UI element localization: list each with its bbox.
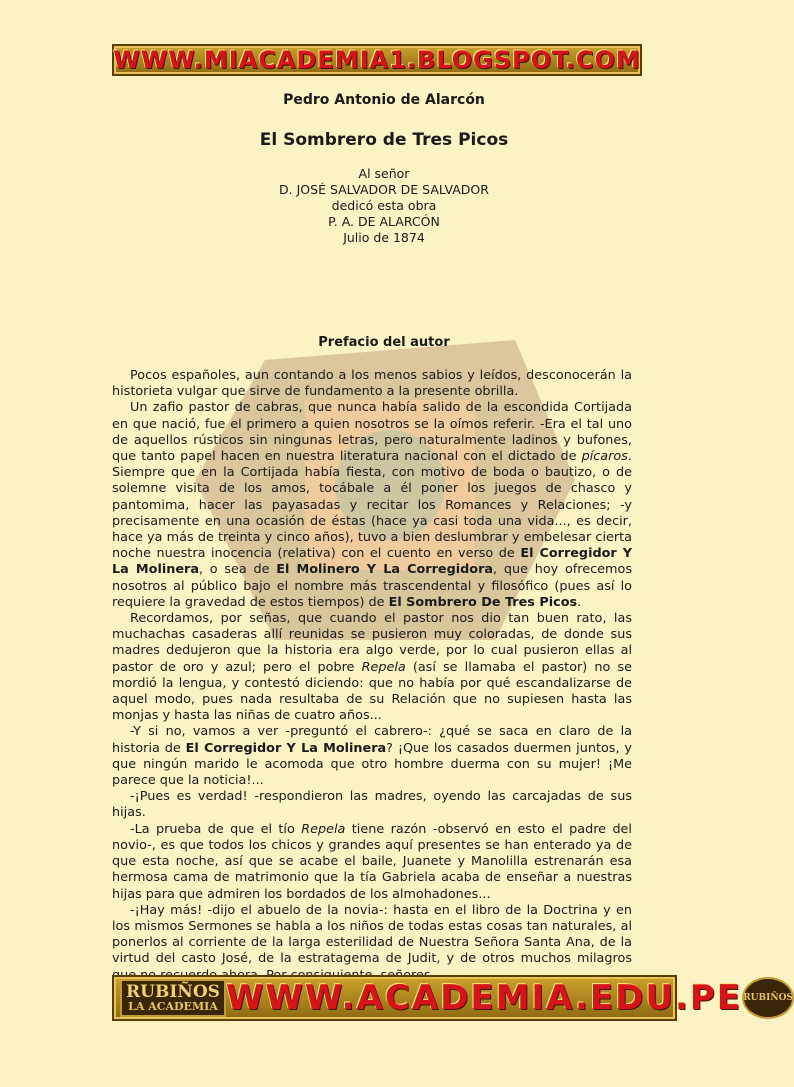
paragraph-text: -¡Hay más! -dijo el abuelo de la novia-: hasta en el libro de la Doctrina y en los mismos Sermones se habla a los niños de todas estas cosas tan naturales, al ponerlos al corriente de la larga esterilidad de Nuestra Señora Santa Ana, de la virtud del casto José, de la estratagema de Judit, y de otros muchos milagros: [112, 902, 632, 967]
preface-paragraph: [112, 724, 632, 789]
paragraph-text: , que hoy ofrecemos nosotros al público bajo el nombre más trascendental y filosófico (pues así lo requiere la gravedad de estos tiempos) de: [112, 562, 633, 610]
footer-banner[interactable]: [112, 975, 793, 1021]
header-banner[interactable]: [112, 44, 642, 76]
paragraph-text: Un zafio pastor de cabras, que nunca había salido de la escondida Cortijada en que nació, fue el primero a quien nosotros se la oímos referir. -Era el tal uno de aquellos rústicos sin ningunas letras, pero naturalmente ladinos y bufones, que tanto papel hacen en nuestra literatura nacional con el dictado de: [112, 400, 632, 465]
paragraph-text: . Siempre que en la Cortijada había fiesta, con motivo de boda o bautizo, o de solemne visita de los amos, tocábale a él poner los juegos de chasco y pantomima, hacer las payasadas y recitar los Romances y Relaciones; -y precisamente en una ocasión de éstas (hace ya casi toda una vida..., es decir, hace ya más de treinta y cinco años), tuvo a bien deslumbrar y embelesar cierta noche nuestra inocencia (relativa) con el cuento en verso de: [112, 449, 632, 562]
author-name: Pedro Antonio de Alarcón: [283, 92, 485, 108]
paragraph-text: -La prueba de que el tío: [130, 821, 302, 837]
preface-paragraph: [112, 903, 632, 984]
header-banner-text: WWW.MIACADEMIA1.BLOGSPOT.COM: [113, 46, 641, 74]
preface-paragraph: [112, 368, 632, 400]
emphasis-text: Repela: [301, 821, 346, 837]
paragraph-text: ? ¡Que los casados duermen juntos, y que ningún marido le acomoda que otro hombre duerma con su mujer! ¡Me parece que la noticia!...: [112, 740, 632, 789]
footer-banner-text: WWW.ACADEMIA.EDU.PE: [225, 978, 743, 1018]
preface-paragraph: [112, 611, 632, 724]
logo-brand: RUBIÑOS: [126, 982, 220, 1002]
work-title: El Sombrero De Tres Picos: [388, 594, 578, 610]
preface-paragraph: [112, 822, 632, 903]
preface-paragraph: [112, 400, 632, 611]
paragraph-text: (así se llamaba el pastor) no se mordió la lengua, y contestó diciendo: que no había por qué escandalizarse de aquel modo, pues nada resultaba de su Relación que no supiesen hasta las monjas y hasta las niñas de cuatro años...: [112, 659, 632, 724]
paragraph-text: -¡Pues es verdad! -respondieron las madres, oyendo las carcajadas de sus hijas.: [112, 789, 632, 821]
preface-heading: Prefacio del autor: [318, 335, 450, 350]
paragraph-text: , o sea de: [198, 562, 277, 578]
emphasis-text: Repela: [361, 659, 406, 675]
paragraph-text: Recordamos, por señas, que cuando el pastor nos dio tan buen rato, las muchachas casaderas allí reunidas se pusieron muy coloradas, de donde sus madres dedujeron que la historia era algo verde, por lo cual pusieron ellas al pastor de oro y azul; pero el pobre: [112, 611, 632, 675]
dedication-line: Julio de 1874: [343, 230, 425, 245]
preface-body: [112, 368, 632, 984]
dedication-line: dedicó esta obra: [331, 198, 437, 213]
work-title: El Molinero Y La Corregidora: [276, 562, 494, 578]
preface-paragraph: [112, 789, 632, 821]
paragraph-text: .: [577, 594, 582, 610]
dedication-line: Al señor: [358, 166, 410, 181]
work-title: El Corregidor Y La Molinera: [185, 740, 387, 756]
paragraph-text: tiene razón -observó en esto el padre del novio-, es que todos los chicos y grandes aquí presentes se han enterado ya de que esta noche, así que se acabe el baile, Juanete y Manolilla estrenarán esa hermosa cama de matrimonio que la tía Gabriela acaba de enseñar a nuestras hijas para que admiren los bordados de los almohadones...: [112, 821, 632, 902]
dedication-line: P. A. DE ALARCÓN: [328, 214, 440, 229]
seal-text: RUBIÑOS: [743, 993, 793, 1003]
emphasis-text: pícaros: [581, 449, 628, 465]
rubinos-seal-logo: [742, 977, 794, 1019]
paragraph-text: Pocos españoles, aun contando a los menos sabios y leídos, desconocerán la historieta vulgar que sirve de fundamento a la presente obrilla.: [112, 368, 632, 400]
rubinos-logo: [120, 979, 226, 1017]
logo-subtitle: LA ACADEMIA: [128, 1000, 218, 1013]
dedication-line: D. JOSÉ SALVADOR DE SALVADOR: [279, 182, 489, 197]
paragraph-text: -Y si no, vamos a ver -preguntó el cabrero-: ¿qué se saca en claro de la historia de: [112, 724, 632, 756]
book-title: El Sombrero de Tres Picos: [259, 130, 509, 150]
work-title: El Corregidor Y La Molinera: [112, 546, 632, 578]
